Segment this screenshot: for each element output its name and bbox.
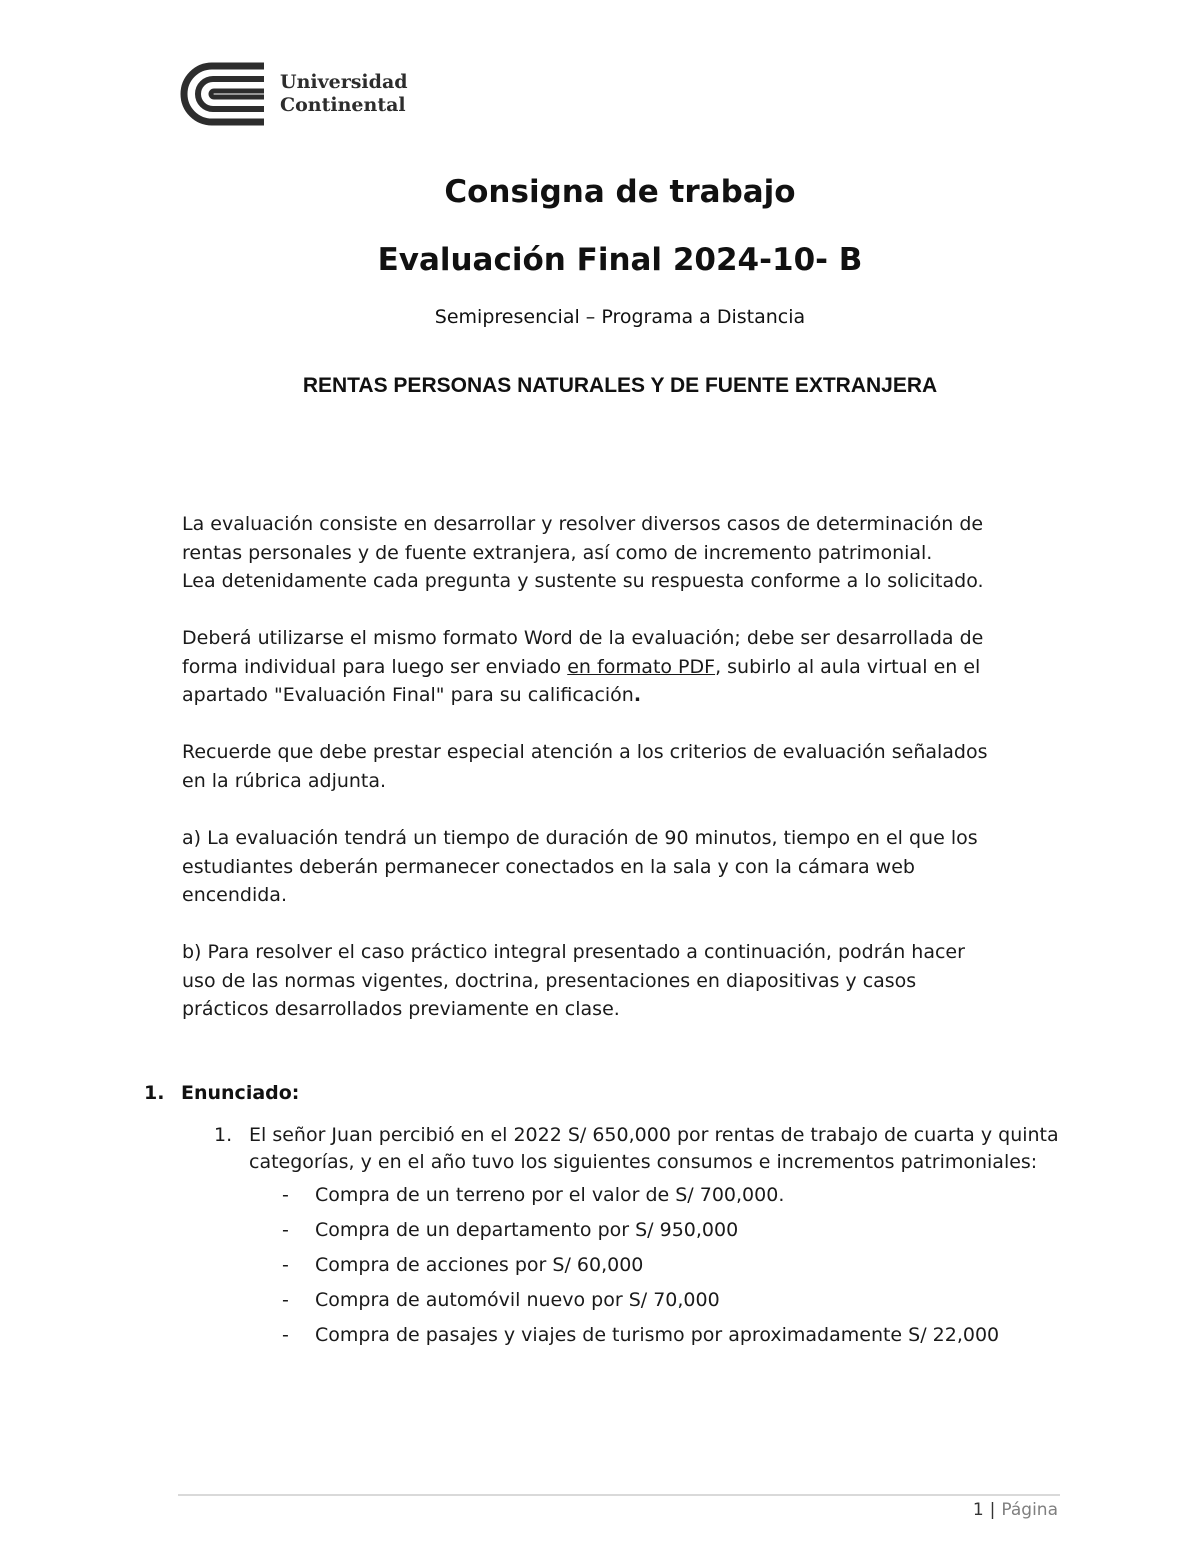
list-item [282,1320,999,1355]
paragraph-format [182,624,1052,710]
pdf-format-underlined: en formato PDF [567,655,716,678]
university-logo [180,62,408,126]
paragraph-resources [182,938,1052,1024]
list-item [282,1250,999,1285]
text-line: Lea detenidamente cada pregunta y sustente su respuesta conforme a lo solicitado. [182,570,984,593]
footer-divider [178,1494,1060,1496]
text-line [182,653,1052,682]
text-span: . [633,684,642,707]
logo-text [280,71,408,117]
page-footer [973,1500,1058,1520]
modality-label: Semipresencial – Programa a Distancia [434,306,806,328]
text-span: forma individual para luego ser enviado [182,655,568,678]
list-item-text: Compra de un departamento por S/ 950,000 [315,1219,739,1241]
paragraph-duration [182,824,1052,910]
text-span: , subirlo al aula virtual en el [715,655,981,678]
text-line: La evaluación consiste en desarrollar y resolver diversos casos de determinación de [182,513,984,535]
continental-logo-icon [180,62,266,126]
list-item [282,1215,999,1250]
page-label: Página [1001,1500,1058,1520]
paragraph-rubric [182,738,1052,795]
text-line: Deberá utilizarse el mismo formato Word de la evaluación; debe ser desarrollada de [182,627,984,649]
text-line: b) Para resolver el caso práctico integral presentado a continuación, podrán hacer [182,941,965,963]
bullet-dash: - [282,1289,289,1311]
text-line: en la rúbrica adjunta. [182,769,387,792]
text-span: apartado "Evaluación Final" para su calificación [182,684,634,707]
text-line: El señor Juan percibió en el 2022 S/ 650,000 por rentas de trabajo de cuarta y quinta [249,1124,1059,1146]
exam-subtitle: Evaluación Final 2024-10- B [377,242,863,278]
purchase-list [282,1180,999,1355]
text-line: prácticos desarrollados previamente en clase. [182,998,620,1021]
section-number: 1. [144,1082,165,1104]
list-item-text: Compra de acciones por S/ 60,000 [315,1254,644,1276]
footer-separator: | [989,1500,996,1520]
text-line: rentas personales y de fuente extranjera, así como de incremento patrimonial. [182,541,933,564]
text-line: encendida. [182,884,287,907]
text-line: a) La evaluación tendrá un tiempo de duración de 90 minutos, tiempo en el que los [182,827,978,849]
list-item-text: Compra de pasajes y viajes de turismo por aproximadamente S/ 22,000 [315,1324,1000,1346]
numbered-item [214,1122,1074,1176]
logo-line-1: Universidad [280,71,408,93]
text-line: uso de las normas vigentes, doctrina, presentaciones en diapositivas y casos [182,969,917,992]
bullet-dash: - [282,1254,289,1276]
page-title: Consigna de trabajo [444,174,796,210]
item-number: 1. [214,1124,233,1146]
item-text [249,1122,1074,1176]
page-number: 1 [972,1500,984,1520]
section-heading [144,1082,299,1104]
logo-line-2: Continental [280,94,406,116]
bullet-dash: - [282,1219,289,1241]
list-item [282,1180,999,1215]
list-item-text: Compra de automóvil nuevo por S/ 70,000 [315,1289,720,1311]
text-line: categorías, y en el año tuvo los siguientes consumos e incrementos patrimoniales: [249,1151,1038,1173]
text-line: estudiantes deberán permanecer conectados en la sala y con la cámara web [182,855,915,878]
text-line: Recuerde que debe prestar especial atención a los criterios de evaluación señalados [182,741,988,763]
bullet-dash: - [282,1324,289,1346]
list-item-text: Compra de un terreno por el valor de S/ 700,000. [315,1184,785,1206]
bullet-dash: - [282,1184,289,1206]
text-line [182,681,1052,710]
course-title: RENTAS PERSONAS NATURALES Y DE FUENTE EXTRANJERA [302,374,938,397]
list-item [282,1285,999,1320]
section-title: Enunciado: [181,1082,300,1104]
paragraph-intro [182,510,1052,596]
